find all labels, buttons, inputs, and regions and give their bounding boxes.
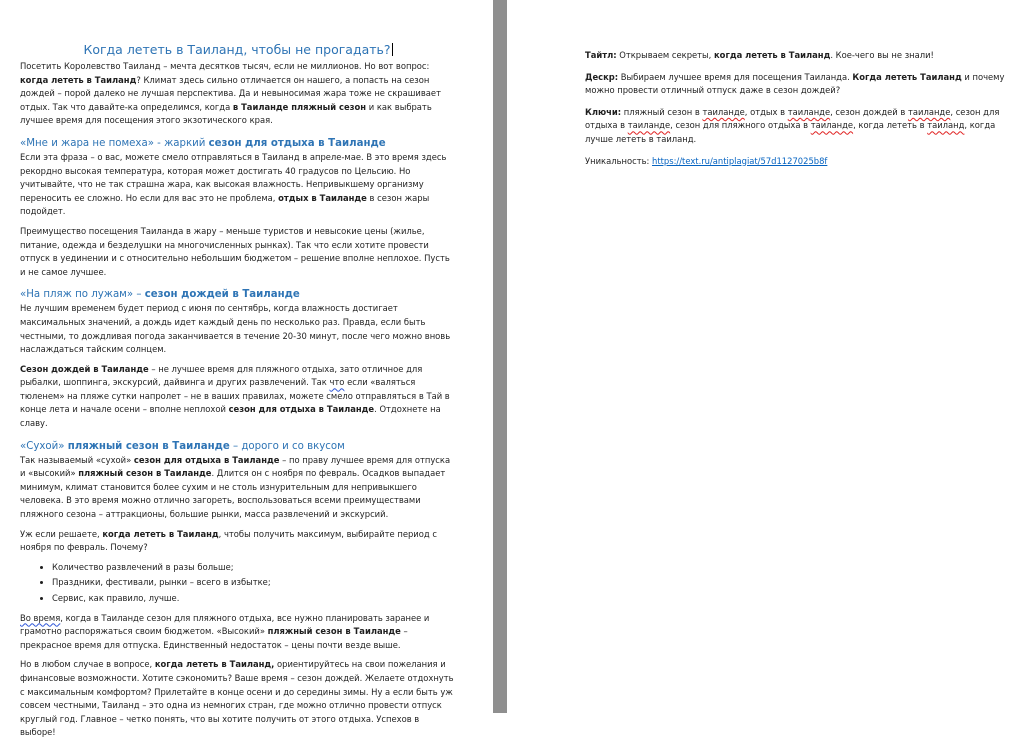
document-page-1[interactable] xyxy=(0,0,493,738)
meta-title-line[interactable]: Тайтл: Открываем секреты, когда лететь в Таиланд. Кое-чего вы не знали! xyxy=(585,50,934,60)
section-heading-hot-season[interactable]: «Мне и жара не помеха» - жаркий сезон для отдыха в Таиланде xyxy=(20,137,386,149)
spelling-mark[interactable]: таиланде xyxy=(787,106,831,117)
rain-season-paragraph-2[interactable]: Сезон дождей в Таиланде – не лучшее время для пляжного отдыха, зато отличное для рыбалки, шоппинга, экскурсий, дайвинга и других развлечений. Так что если «валяться тюленем» на пляже сутки напролет – не в ваших правилах, можете смело отправляться в Тай в конце лета и начале осени – вполне неплохой сезон для отдыха в Таиланде. Отдохнете на славу. xyxy=(20,363,450,429)
page-gutter xyxy=(493,0,507,713)
list-item[interactable]: • Количество развлечений в разы больше; xyxy=(52,561,456,575)
section-heading-dry-season[interactable]: «Сухой» пляжный сезон в Таиланде – дорого и со вкусом xyxy=(20,440,345,452)
text-cursor xyxy=(392,43,393,56)
section-heading-rain-season[interactable]: «На пляж по лужам» – сезон дождей в Таиланде xyxy=(20,289,300,301)
dry-season-paragraph-2[interactable]: Уж если решаете, когда лететь в Таиланд, чтобы получить максимум, выбирайте период с ноября по февраль. Почему? xyxy=(20,528,437,553)
spelling-mark[interactable]: Во время xyxy=(20,612,61,623)
meta-keywords-line[interactable]: Ключи: пляжный сезон в таиланде, отдых в таиланде, сезон дождей в таиланде, сезон для отдыха в таиланде, сезон для пляжного отдыха в таиланде, когда лететь в таиланд, когда лучше лететь в таиланд. xyxy=(585,106,1000,144)
list-item[interactable]: • Праздники, фестивали, рынки – всего в избытке; xyxy=(52,576,456,590)
rain-season-paragraph-1[interactable]: Не лучшим временем будет период с июня по сентябрь, когда влажность достигает максимальных значений, а дождь идет каждый день по несколько раз. Правда, если быть честными, то дождливая погода заканчивается в течение 20-30 минут, после чего можно вновь наслаждаться тайским солнцем. xyxy=(20,303,451,355)
page-1-content[interactable] xyxy=(20,40,456,746)
reasons-list xyxy=(20,561,456,606)
page-2-content[interactable] xyxy=(585,49,1025,176)
document-title[interactable]: Когда лететь в Таиланд, чтобы не прогадать? xyxy=(83,42,391,57)
meta-description-line[interactable]: Дескр: Выбираем лучшее время для посещения Таиланда. Когда лететь Таиланд и почему можно провести отличный отпуск даже в сезон дождей? xyxy=(585,71,1005,96)
spelling-mark[interactable]: таиланд xyxy=(927,120,965,131)
hot-season-paragraph-2[interactable]: Преимущество посещения Таиланда в жару – меньше туристов и невысокие цены (жилье, питание, одежда и безделушки на многочисленных рынках). Так что если хотите провести отпуск в уединении и с относительно небольшим бюджетом – решение вполне неплохое. Пусть и не самое лучшее. xyxy=(20,225,450,277)
spelling-mark[interactable]: таиланде xyxy=(810,120,854,131)
meta-uniqueness-line[interactable]: Уникальность: https://text.ru/antiplagiat/57d1127025b8f xyxy=(585,155,828,166)
spelling-mark[interactable]: таиланде xyxy=(627,120,671,131)
spelling-mark[interactable]: таиланде xyxy=(908,106,951,117)
dry-season-paragraph-1[interactable]: Так называемый «сухой» сезон для отдыха в Таиланде – по праву лучшее время для отпуска и «высокий» пляжный сезон в Таиланде. Длится он с ноября по февраль. Осадков выпадает минимум, климат становится более сухим и не столь изнурительным для непривыкшего человека. В это время можно отлично загореть, воспользоваться всеми преимуществами пляжного сезона – аттракционы, большие рынки, масса развлечений и экскурсий. xyxy=(20,454,451,520)
dry-season-paragraph-3[interactable]: Во время, когда в Таиланде сезон для пляжного отдыха, все нужно планировать заранее и грамотно распоряжаться своим бюджетом. «Высокий» пляжный сезон в Таиланде – прекрасное время для отпуска. Единственный недостаток – цены почти везде выше. xyxy=(20,612,430,650)
intro-paragraph[interactable]: Посетить Королевство Таиланд – мечта десятков тысяч, если не миллионов. Но вот вопрос: когда лететь в Таиланд? Климат здесь сильно отличается он нашего, а попасть на сезон дождей – порой далеко не лучшая перспектива. Да и невыносимая жара тоже не скрашивает отдых. Так что давайте-ка определимся, когда в Таиланде пляжный сезон и как выбрать лучшее время для посещения этого экзотического края. xyxy=(20,61,441,126)
uniqueness-link[interactable]: https://text.ru/antiplagiat/57d1127025b8f xyxy=(652,155,828,166)
spelling-mark[interactable]: что xyxy=(329,377,345,388)
list-item[interactable]: • Сервис, как правило, лучше. xyxy=(52,592,456,606)
conclusion-paragraph[interactable]: Но в любом случае в вопросе, когда лететь в Таиланд, ориентируйтесь на свои пожелания и финансовые возможности. Хотите сэкономить? Ваше время – сезон дождей. Желаете отдохнуть с максимальным комфортом? Прилетайте в конце осени и до середины зимы. Ну а если быть уж совсем честными, Таиланд – это одна из немногих стран, где можно отлично провести отпуск круглый год. Главное – четко понять, что вы хотите получить от этого отдыха. Успехов в выборе! xyxy=(20,659,454,738)
document-page-2[interactable] xyxy=(507,0,1035,713)
hot-season-paragraph-1[interactable]: Если эта фраза – о вас, можете смело отправляться в Таиланд в апреле-мае. В это время здесь рекордно высокая температура, которая может достигать 40 градусов по Цельсию. Но учитывайте, что не так страшна жара, как высокая влажность. Непривыкшему организму переносить ее сложно. Но если для вас это не проблема, отдых в Таиланде в сезон жары подойдет. xyxy=(20,151,447,217)
spelling-mark[interactable]: таиланде xyxy=(702,106,745,117)
